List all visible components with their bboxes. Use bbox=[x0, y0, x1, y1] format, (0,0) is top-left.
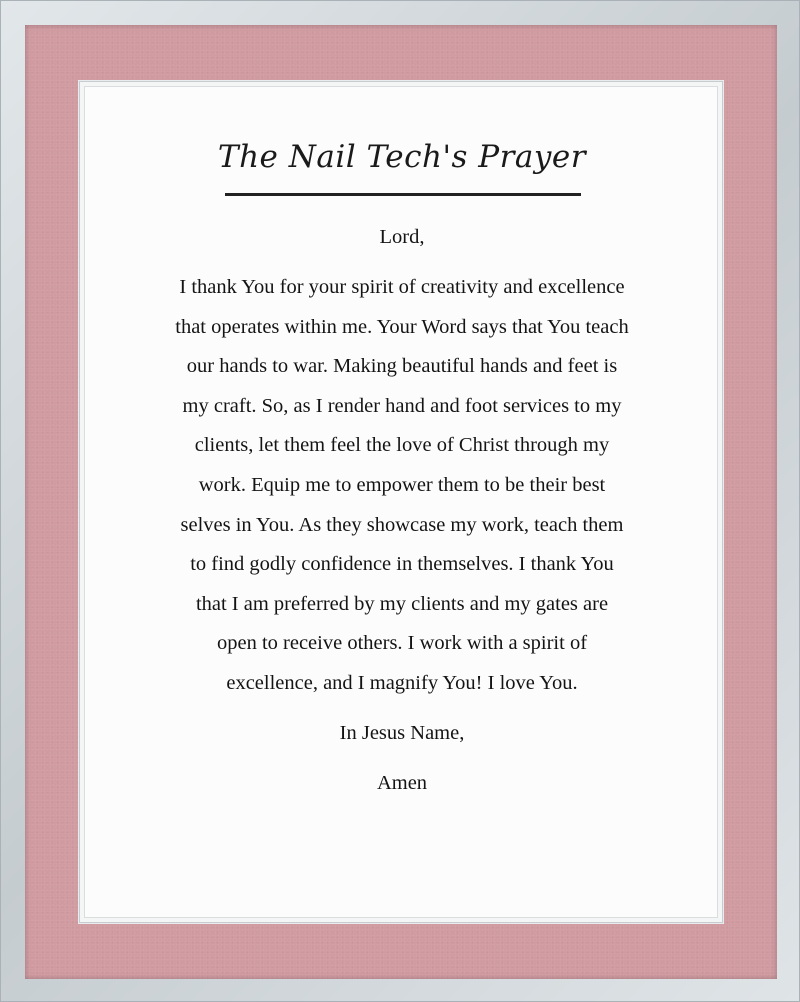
paragraph-line: excellence, and I magnify You! I love You. bbox=[226, 671, 578, 694]
paragraph-line: I thank You for your spirit of creativity and excellence bbox=[179, 276, 625, 298]
prayer-title: The Nail Tech's Prayer bbox=[217, 139, 587, 175]
paragraph-line: to find godly confidence in themselves. I thank You bbox=[190, 553, 614, 576]
paragraph-line: work. Equip me to empower them to be their best bbox=[198, 473, 606, 496]
paragraph-line: that operates within me. Your Word says that You teach bbox=[175, 315, 629, 338]
paragraph-line: that I am preferred by my clients and my gates are bbox=[195, 592, 609, 615]
closing-line: In Jesus Name, bbox=[339, 721, 465, 744]
prayer-paper bbox=[84, 86, 718, 918]
paragraph-line: open to receive others. I work with a spirit of bbox=[216, 632, 588, 655]
salutation: Lord, bbox=[379, 226, 425, 248]
paragraph-line: my craft. So, as I render hand and foot services to my bbox=[182, 394, 622, 417]
paragraph-line: our hands to war. Making beautiful hands and feet is bbox=[186, 355, 618, 378]
title-underline bbox=[225, 193, 581, 196]
prayer-body bbox=[115, 223, 689, 797]
paragraph-line: selves in You. As they showcase my work, teach them bbox=[180, 513, 624, 536]
prayer-paragraph bbox=[115, 268, 689, 704]
signoff-amen: Amen bbox=[376, 771, 428, 794]
paragraph-line: clients, let them feel the love of Christ through my bbox=[194, 434, 610, 457]
